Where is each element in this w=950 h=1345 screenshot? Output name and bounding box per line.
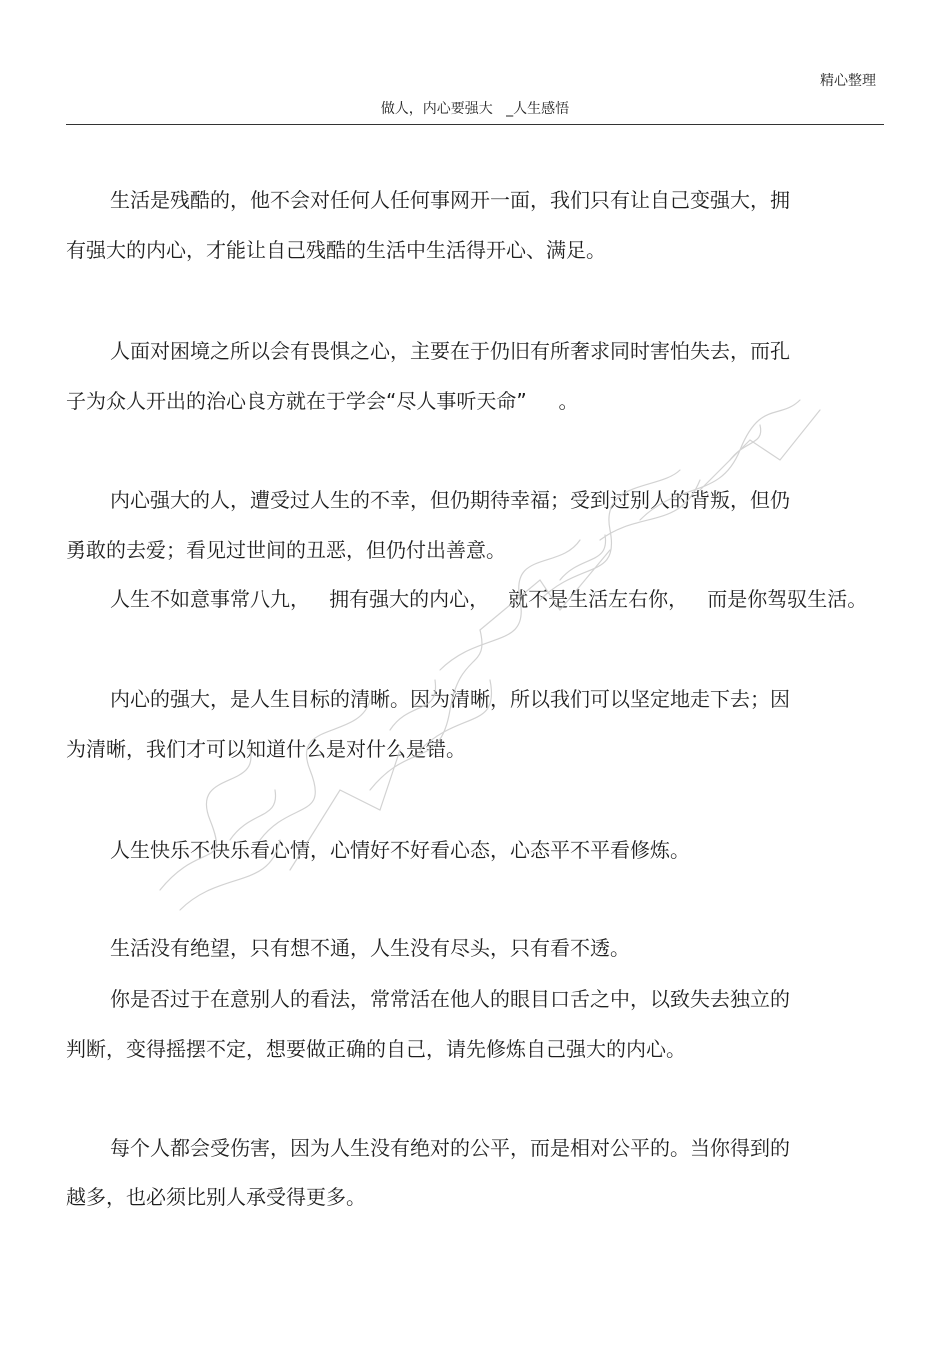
paragraph-8-line-1: 你是否过于在意别人的看法，常常活在他人的眼目口舌之中，以致失去独立的 xyxy=(110,987,790,1011)
paragraph-9-line-1: 每个人都会受伤害，因为人生没有绝对的公平，而是相对公平的。当你得到的 xyxy=(110,1136,790,1160)
paragraph-2-line-1: 人面对困境之所以会有畏惧之心，主要在于仍旧有所奢求同时害怕失去，而孔 xyxy=(110,339,790,363)
corner-note: 精心整理 xyxy=(820,73,876,89)
paragraph-8-line-2: 判断，变得摇摆不定，想要做正确的自己，请先修炼自己强大的内心。 xyxy=(66,1037,686,1061)
paragraph-2-line-2: 子为众人开出的治心良方就在于学会“尽人事听天命” 。 xyxy=(66,389,579,413)
paragraph-1-line-2: 有强大的内心，才能让自己残酷的生活中生活得开心、满足。 xyxy=(66,238,606,262)
paragraph-5-line-1: 内心的强大，是人生目标的清晰。因为清晰，所以我们可以坚定地走下去；因 xyxy=(110,687,790,711)
paragraph-5-line-2: 为清晰，我们才可以知道什么是对什么是错。 xyxy=(66,737,466,761)
paragraph-9-line-2: 越多，也必须比别人承受得更多。 xyxy=(66,1185,366,1209)
paragraph-3-line-2: 勇敢的去爱；看见过世间的丑恶，但仍付出善意。 xyxy=(66,538,506,562)
paragraph-4-line-1: 人生不如意事常八九， 拥有强大的内心， 就不是生活左右你， 而是你驾驭生活。 xyxy=(110,587,868,611)
paragraph-7-line-1: 生活没有绝望，只有想不通，人生没有尽头，只有看不透。 xyxy=(110,936,630,960)
paragraph-1-line-1: 生活是残酷的，他不会对任何人任何事网开一面，我们只有让自己变强大，拥 xyxy=(110,188,790,212)
header-divider xyxy=(66,124,884,125)
paragraph-6-line-1: 人生快乐不快乐看心情，心情好不好看心态，心态平不平看修炼。 xyxy=(110,838,690,862)
page-header-title: 做人，内心要强大 _人生感悟 xyxy=(380,101,570,117)
paragraph-3-line-1: 内心强大的人，遭受过人生的不幸，但仍期待幸福；受到过别人的背叛，但仍 xyxy=(110,488,790,512)
